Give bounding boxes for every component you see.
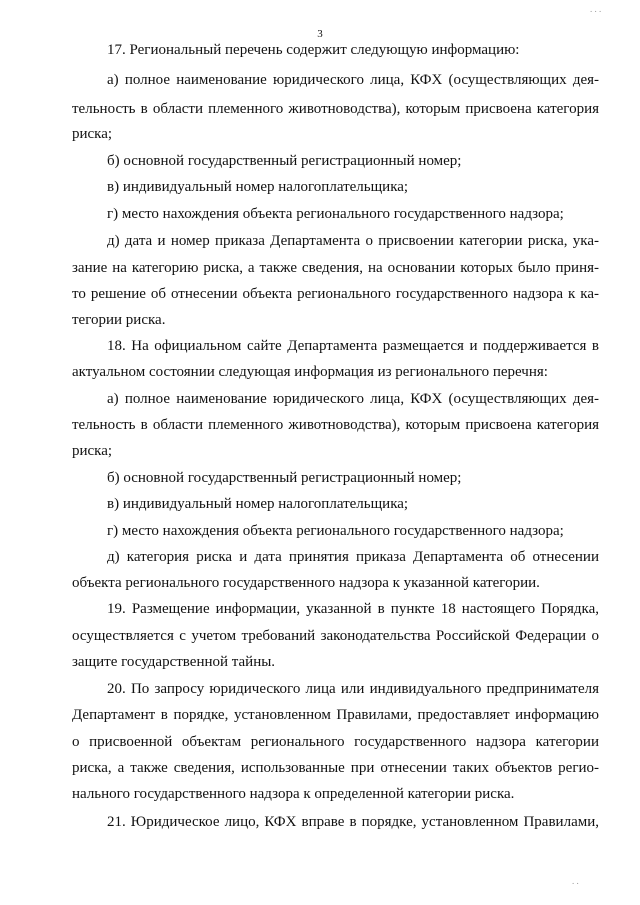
paragraph-21-line-1: 21. Юридическое лицо, КФХ вправе в порядке, установленном Правилами, <box>107 814 599 830</box>
paragraph-18b-line-1: б) основной государственный регистрационный номер; <box>107 470 462 486</box>
paragraph-17e-line-2: зание на категорию риска, а также сведения, на основании которых было приня- <box>72 260 599 276</box>
paragraph-20-line-2: Департамент в порядке, установленном Правилами, предоставляет информацию <box>72 707 599 723</box>
paragraph-17a-line-1: а) полное наименование юридического лица, КФХ (осуществляющих дея- <box>107 72 599 88</box>
paragraph-17e-line-3: то решение об отнесении объекта регионального государственного надзора к ка- <box>72 286 599 302</box>
paragraph-18a-line-1: а) полное наименование юридического лица, КФХ (осуществляющих дея- <box>107 391 599 407</box>
paragraph-17a-line-3: риска; <box>72 126 113 142</box>
paragraph-17e-line-4: тегории риска. <box>72 312 166 328</box>
paragraph-18e-line-1: д) категория риска и дата принятия приказа Департамента об отнесении <box>107 549 599 565</box>
paragraph-20-line-1: 20. По запросу юридического лица или индивидуального предпринимателя <box>107 681 599 697</box>
paragraph-19-line-3: защите государственной тайны. <box>72 654 276 670</box>
paragraph-17e-line-1: д) дата и номер приказа Департамента о присвоении категории риска, ука- <box>107 233 599 249</box>
paragraph-18a-line-3: риска; <box>72 443 113 459</box>
corner-mark-top: . . . <box>590 4 602 14</box>
paragraph-17a-line-2: тельность в области племенного животноводства), которым присвоена категория <box>72 101 599 117</box>
paragraph-18c-line-1: в) индивидуальный номер налогоплательщика; <box>107 496 409 512</box>
paragraph-18e-line-2: объекта регионального государственного надзора к указанной категории. <box>72 575 540 591</box>
paragraph-18a-line-2: тельность в области племенного животноводства), которым присвоена категория <box>72 417 599 433</box>
corner-mark-bottom: . . <box>572 876 579 886</box>
paragraph-20-line-5: нального государственного надзора к определенной категории риска. <box>72 786 515 802</box>
paragraph-17c-line-1: в) индивидуальный номер налогоплательщика; <box>107 179 409 195</box>
paragraph-18d-line-1: г) место нахождения объекта регионального государственного надзора; <box>107 523 564 539</box>
paragraph-17d-line-1: г) место нахождения объекта регионального государственного надзора; <box>107 206 564 222</box>
paragraph-20-line-3: о присвоенной объектам регионального государственного надзора категории <box>72 734 599 750</box>
paragraph-19-line-2: осуществляется с учетом требований законодательства Российской Федерации о <box>72 628 599 644</box>
paragraph-17b-line-1: б) основной государственный регистрационный номер; <box>107 153 462 169</box>
paragraph-18-line-1: 18. На официальном сайте Департамента размещается и поддерживается в <box>107 338 599 354</box>
page-number: 3 <box>317 28 323 40</box>
paragraph-18-line-2: актуальном состоянии следующая информация из регионального перечня: <box>72 364 548 380</box>
paragraph-20-line-4: риска, а также сведения, использованные при отнесении таких объектов регио- <box>72 760 599 776</box>
paragraph-17-line-1: 17. Региональный перечень содержит следующую информацию: <box>107 42 520 58</box>
paragraph-19-line-1: 19. Размещение информации, указанной в пункте 18 настоящего Порядка, <box>107 601 599 617</box>
